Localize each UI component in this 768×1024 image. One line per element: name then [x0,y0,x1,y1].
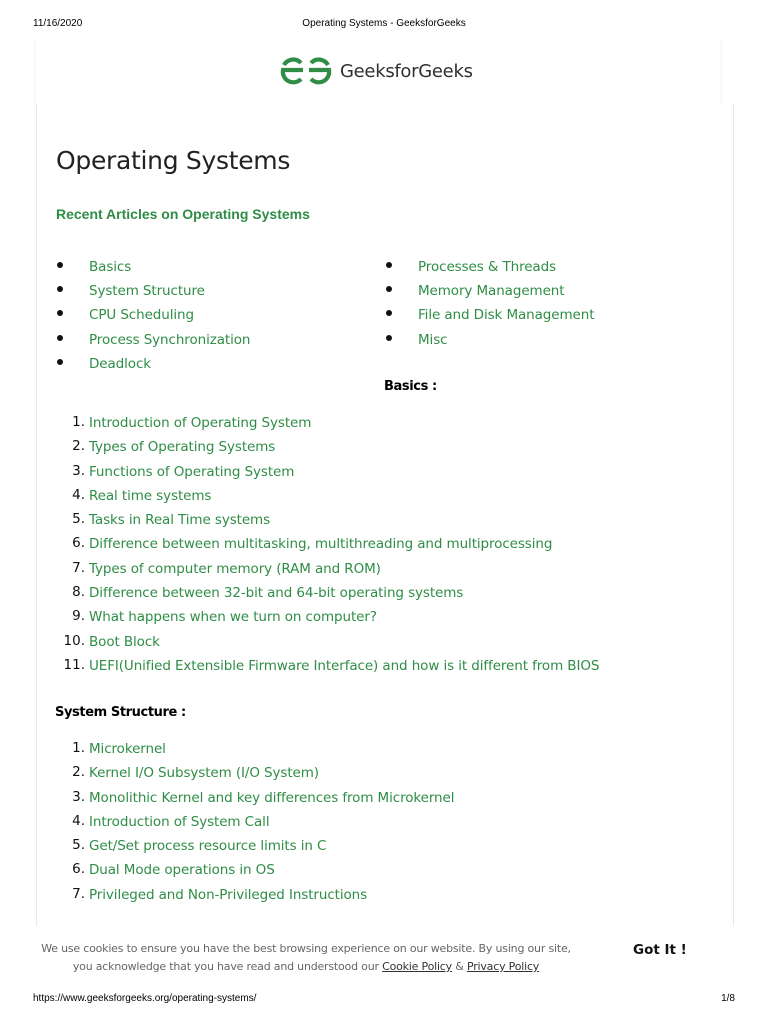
list-item [385,281,594,305]
system-structure-heading: System Structure : [55,705,186,720]
list-number: 7. [72,559,85,576]
list-item [56,836,454,860]
print-footer [0,993,768,1007]
cookie-policy-link[interactable]: Cookie Policy [382,960,452,973]
article-link[interactable]: Privileged and Non-Privileged Instructions [89,886,368,903]
article-link[interactable]: Functions of Operating System [89,463,295,480]
list-item [385,257,594,281]
site-logo[interactable] [280,55,473,87]
topic-link[interactable]: File and Disk Management [418,307,595,324]
article-link[interactable]: Microkernel [89,741,166,757]
list-item [56,559,599,583]
cookie-banner [36,926,732,986]
topic-link[interactable]: Processes & Threads [418,259,556,275]
list-number: 11. [63,656,85,673]
list-item [56,486,599,510]
system-structure-article-list [56,739,454,909]
list-item [56,763,454,787]
print-date: 11/16/2020 [33,18,83,29]
list-item [56,305,250,329]
privacy-policy-link[interactable]: Privacy Policy [466,960,540,973]
article-link[interactable]: Difference between multitasking, multithreading and multiprocessing [89,536,553,553]
list-item [56,739,454,763]
list-item [56,788,454,812]
logo-wordmark: GeeksforGeeks [340,60,473,82]
article-link[interactable]: Kernel I/O Subsystem (I/O System) [89,765,319,782]
list-item [56,632,599,656]
list-number: 3. [72,462,85,479]
article-link[interactable]: What happens when we turn on computer? [89,609,377,626]
list-item [56,885,454,909]
article-link[interactable]: Difference between 32-bit and 64-bit operating systems [89,585,464,602]
list-number: 2. [72,764,85,781]
list-number: 5. [72,511,85,528]
list-number: 8. [72,584,85,601]
list-item [56,330,250,354]
list-item [56,413,599,437]
list-number: 1. [72,740,85,756]
article-link[interactable]: Get/Set process resource limits in C [89,838,327,855]
list-item [56,354,250,378]
list-number: 2. [72,438,85,455]
cookie-text [36,940,576,976]
list-number: 7. [72,885,85,902]
got-it-button[interactable]: Got It ! [633,942,687,958]
article-link[interactable]: Tasks in Real Time systems [89,512,271,529]
list-number: 1. [72,414,85,430]
cookie-ampersand: & [455,960,464,973]
article-link[interactable]: Monolithic Kernel and key differences from Microkernel [89,789,455,806]
list-item [56,462,599,486]
list-item [56,281,250,305]
recent-articles-heading: Recent Articles on Operating Systems [56,206,310,222]
cookie-line-2: you acknowledge that you have read and understood our [72,960,379,973]
topic-link[interactable]: Misc [418,331,448,348]
list-item [385,305,594,329]
topic-link[interactable]: CPU Scheduling [89,307,194,324]
topic-list-left [56,257,250,378]
list-number: 6. [72,861,85,878]
print-url: https://www.geeksforgeeks.org/operating-systems/ [33,993,257,1004]
article-link[interactable]: Introduction of System Call [89,813,270,830]
list-number: 6. [72,535,85,552]
list-item [385,330,594,354]
print-header [0,18,768,32]
list-number: 4. [72,812,85,829]
list-number: 10. [63,632,85,649]
article-link[interactable]: Introduction of Operating System [89,415,312,431]
list-item [56,860,454,884]
print-page-number: 1/8 [721,993,735,1004]
list-number: 4. [72,486,85,503]
list-item [56,437,599,461]
topic-link[interactable]: Deadlock [89,355,151,372]
gfg-logo-icon [280,57,332,85]
page-title: Operating Systems [56,146,291,175]
topic-link[interactable]: Basics [89,259,132,275]
list-item [56,656,599,680]
print-page-title: Operating Systems - GeeksforGeeks [302,18,466,29]
list-item [56,257,250,281]
site-header [36,38,720,104]
basics-heading: Basics : [384,379,437,394]
article-link[interactable]: Real time systems [89,487,212,504]
article-link[interactable]: Types of Operating Systems [89,439,276,456]
topic-link[interactable]: Process Synchronization [89,331,251,348]
list-item [56,812,454,836]
list-item [56,583,599,607]
list-number: 5. [72,837,85,854]
article-link[interactable]: Boot Block [89,633,160,650]
topic-link[interactable]: System Structure [89,283,205,300]
basics-article-list [56,413,599,680]
list-item [56,607,599,631]
list-number: 3. [72,788,85,805]
topic-list-right [385,257,594,354]
list-item [56,534,599,558]
article-link[interactable]: UEFI(Unified Extensible Firmware Interface) and how is it different from BIOS [89,657,600,674]
topic-link[interactable]: Memory Management [418,283,565,300]
cookie-line-1: We use cookies to ensure you have the best browsing experience on our website. By using our site, [41,942,571,955]
list-number: 9. [72,608,85,625]
list-item [56,510,599,534]
article-link[interactable]: Dual Mode operations in OS [89,862,275,879]
article-link[interactable]: Types of computer memory (RAM and ROM) [89,560,381,577]
